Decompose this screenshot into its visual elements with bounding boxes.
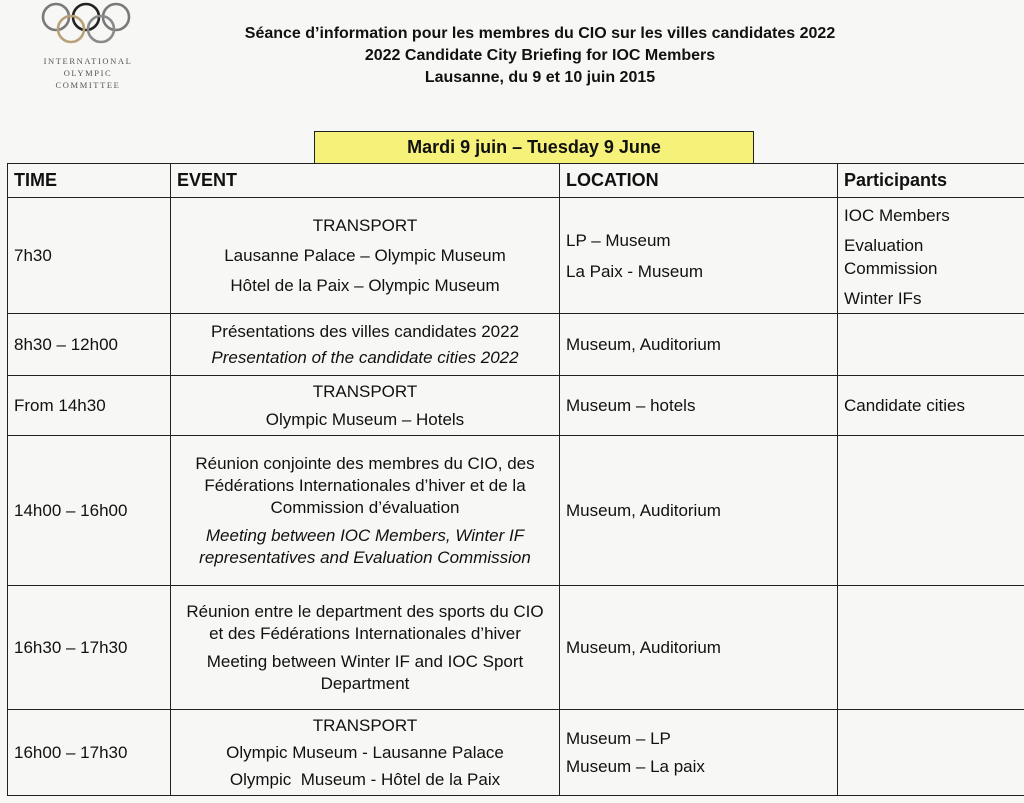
schedule-table [7,163,1024,796]
header-title-fr: Séance d’information pour les membres du CIO sur les villes candidates 2022 [244,25,836,42]
location-line: Museum, Auditorium [566,500,721,520]
participants-cell [838,586,1024,710]
participants-cell [838,198,1024,314]
ioc-logo [28,0,148,100]
time-cell: 16h30 – 17h30 [8,586,171,710]
location-cell [560,198,838,314]
olympic-rings-icon [36,0,140,46]
location-cell [560,710,838,796]
event-line: Olympic Museum - Hôtel de la Paix [229,770,501,789]
table-row [8,376,1024,436]
location-line: Museum – hotels [566,395,696,415]
event-line: Olympic Museum – Hotels [265,409,465,429]
column-header-event: EVENT [171,164,560,198]
participant-line: Evaluation Commission [844,235,938,278]
event-cell [171,376,560,436]
location-cell [560,314,838,376]
time-cell: From 14h30 [8,376,171,436]
participant-line: Candidate cities [844,396,965,415]
day-banner: Mardi 9 juin – Tuesday 9 June [314,131,754,163]
participants-cell [838,314,1024,376]
table-row [8,586,1024,710]
event-cell [171,436,560,586]
location-line: LP – Museum [566,230,671,250]
participants-cell [838,436,1024,586]
participant-line: IOC Members [844,205,950,225]
location-line: La Paix - Museum [566,261,703,281]
event-cell [171,710,560,796]
header-location-date: Lausanne, du 9 et 10 juin 2015 [424,69,656,86]
location-cell [560,376,838,436]
participants-cell [838,376,1024,436]
time-cell: 16h00 – 17h30 [8,710,171,796]
time-cell: 7h30 [8,198,171,314]
time-cell: 14h00 – 16h00 [8,436,171,586]
logo-line: OLYMPIC [63,68,113,78]
event-line: Hôtel de la Paix – Olympic Museum [230,275,500,295]
table-row [8,314,1024,376]
header-title-en: 2022 Candidate City Briefing for IOC Members [364,47,716,64]
location-line: Museum – LP [566,728,671,748]
event-line: Réunion entre le department des sports du CIO et des Fédérations Internationales d’hiver [186,601,544,643]
event-line: Olympic Museum - Lausanne Palace [226,743,504,762]
event-line: Lausanne Palace – Olympic Museum [224,245,506,265]
location-line: Museum – La paix [566,756,705,776]
table-row [8,710,1024,796]
event-line: Meeting between Winter IF and IOC Sport Department [206,651,524,693]
logo-text [28,55,148,91]
location-cell [560,586,838,710]
column-header-location: LOCATION [560,164,838,198]
participant-line: Winter IFs [844,288,922,308]
event-cell [171,198,560,314]
location-cell [560,436,838,586]
logo-line: COMMITTEE [55,80,121,90]
participants-cell [838,710,1024,796]
table-row [8,198,1024,314]
event-line: Réunion conjointe des membres du CIO, des Fédérations Internationales d’hiver et de la Commission d’évaluation [195,453,535,517]
time-cell: 8h30 – 12h00 [8,314,171,376]
event-cell [171,586,560,710]
table-header-row [8,164,1024,198]
column-header-participants: Participants [838,164,1024,198]
event-line: Presentation of the candidate cities 2022 [211,347,519,367]
event-line: Présentations des villes candidates 2022 [210,321,520,341]
table-row [8,436,1024,586]
event-cell [171,314,560,376]
location-line: Museum, Auditorium [566,637,721,657]
location-line: Museum, Auditorium [566,334,721,354]
event-line: Meeting between IOC Members, Winter IF representatives and Evaluation Commission [199,525,531,567]
event-line: TRANSPORT [312,215,418,235]
logo-line: INTERNATIONAL [43,56,133,66]
column-header-time: TIME [8,164,171,198]
event-line: TRANSPORT [312,381,418,401]
document-header [170,23,910,89]
event-line: TRANSPORT [312,716,418,735]
